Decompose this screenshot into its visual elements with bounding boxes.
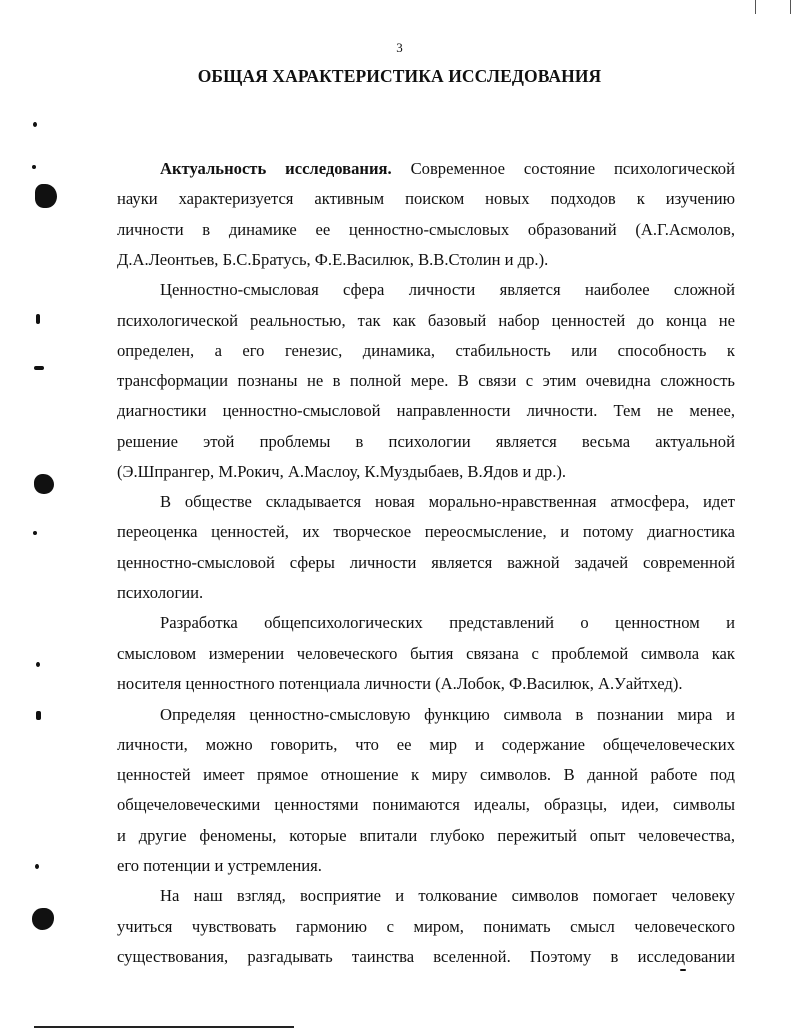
scan-speck: [33, 531, 37, 535]
text-line: личности, можно говорить, что ее мир и содержание общечеловеческих: [117, 735, 735, 754]
text-line: Д.А.Леонтьев, Б.С.Братусь, Ф.Е.Василюк, В.В.Столин и др.).: [117, 250, 549, 269]
page-title: ОБЩАЯ ХАРАКТЕРИСТИКА ИССЛЕДОВАНИЯ: [197, 66, 602, 86]
text-line: личности в динамике ее ценностно-смысловых образований (А.Г.Асмолов,: [117, 220, 735, 239]
text-line: общечеловеческими ценностями понимаются идеалы, образцы, идеи, символы: [117, 795, 735, 814]
text-line: определен, а его генезис, динамика, стабильность или способность к: [117, 341, 735, 360]
scan-speck: [36, 662, 40, 667]
text-line: Ценностно-смысловая сфера личности является наиболее сложной: [160, 280, 735, 299]
scan-speck: [36, 711, 41, 720]
text-line: На наш взгляд, восприятие и толкование символов помогает человеку: [160, 886, 735, 905]
scan-speck: [35, 864, 39, 869]
scan-edge-mark: [755, 0, 756, 14]
text-line: его потенции и устремления.: [117, 856, 322, 875]
footnote-rule: [34, 1026, 294, 1028]
page-number: 3: [396, 40, 403, 55]
text-line: трансформации познаны не в полной мере. В связи с этим очевидна сложность: [117, 371, 735, 390]
text-line: носителя ценностного потенциала личности (А.Лобок, Ф.Василюк, А.Уайтхед).: [117, 674, 683, 693]
scan-speck: [33, 122, 37, 127]
text-line: ценностей имеет прямое отношение к миру символов. В данной работе под: [117, 765, 735, 784]
paragraph-lead: Актуальность исследования.: [160, 159, 392, 178]
scan-blot: [34, 474, 54, 494]
text-line: (Э.Шпрангер, М.Рокич, А.Маслоу, К.Муздыбаев, В.Ядов и др.).: [117, 462, 567, 481]
text-line: решение этой проблемы в психологии является весьма актуальной: [117, 432, 735, 451]
text-line: переоценка ценностей, их творческое переосмысление, и потому диагностика: [117, 522, 735, 541]
scan-speck: [34, 366, 44, 370]
text-line: ценностно-смысловой сферы личности является важной задачей современной: [117, 553, 735, 572]
scan-blot: [32, 908, 54, 930]
text-line: [160, 158, 735, 180]
text-line: науки характеризуется активным поиском новых подходов к изучению: [117, 189, 735, 208]
text-line: учиться чувствовать гармонию с миром, понимать смысл человеческого: [117, 917, 735, 936]
text-line: диагностики ценностно-смысловой направленности личности. Тем не менее,: [117, 401, 735, 420]
text-line: смысловом измерении человеческого бытия связана с проблемой символа как: [117, 644, 735, 663]
scan-blot: [35, 184, 57, 208]
text-line: существования, разгадывать таинства вселенной. Поэтому в исследовании: [117, 947, 735, 966]
text-line: В обществе складывается новая морально-нравственная атмосфера, идет: [160, 492, 735, 511]
text-line: Разработка общепсихологических представлений о ценностном и: [160, 613, 735, 632]
text-line: Определяя ценностно-смысловую функцию символа в познании мира и: [160, 705, 735, 724]
text-line: и другие феномены, которые впитали глубоко пережитый опыт человечества,: [117, 826, 735, 845]
scan-speck: [32, 165, 36, 169]
text-line-content: Современное состояние психологической: [391, 159, 735, 178]
text-line: психологической реальностью, так как базовый набор ценностей до конца не: [117, 311, 735, 330]
scan-speck: [36, 314, 40, 324]
scan-edge-mark: [790, 0, 791, 14]
scan-speck: [680, 969, 686, 971]
text-line: психологии.: [117, 583, 204, 602]
